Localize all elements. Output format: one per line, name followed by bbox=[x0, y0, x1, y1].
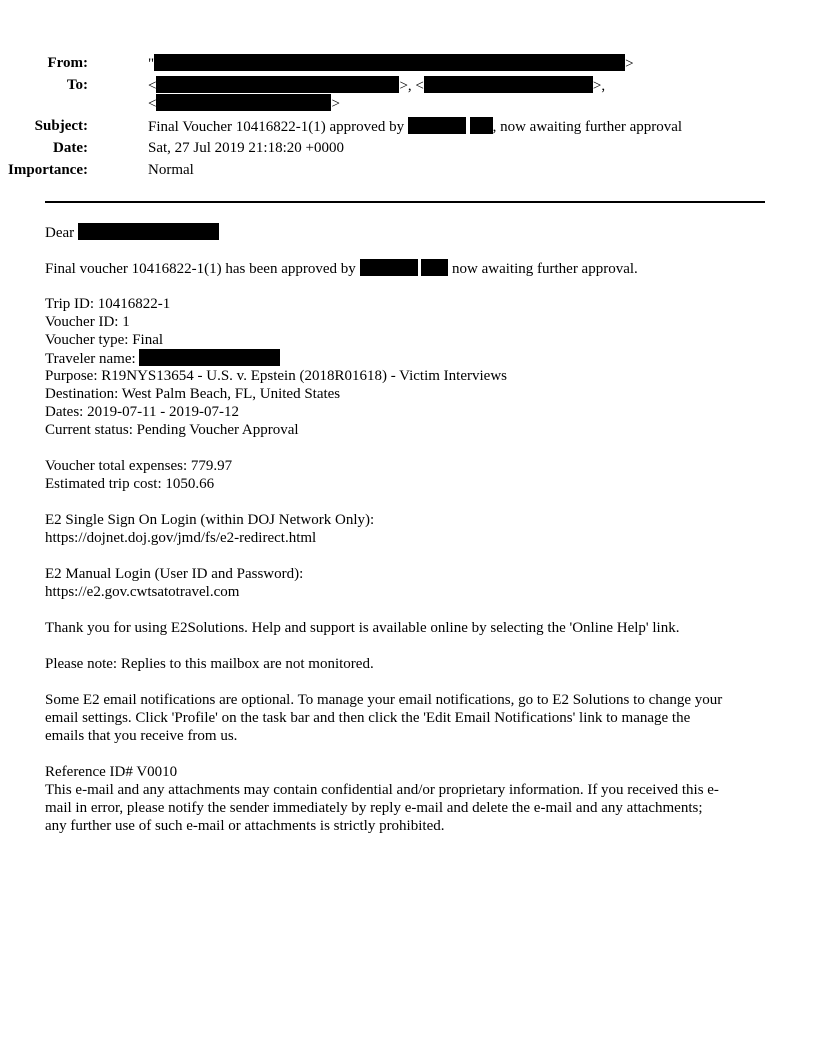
to-value-cont: < > bbox=[148, 96, 340, 112]
current-status: Current status: Pending Voucher Approval bbox=[45, 422, 299, 438]
redaction-block bbox=[156, 94, 331, 111]
destination: Destination: West Palm Beach, FL, United States bbox=[45, 386, 341, 402]
header-divider bbox=[45, 201, 765, 203]
reference-id: Reference ID# V0010 bbox=[45, 764, 178, 780]
trip-details bbox=[45, 295, 775, 439]
voucher-id: Voucher ID: 1 bbox=[45, 314, 130, 330]
approval-line: Final voucher 10416822-1(1) has been approved by now awaiting further approval. bbox=[45, 261, 638, 277]
dates: Dates: 2019-07-11 - 2019-07-12 bbox=[45, 404, 239, 420]
message-body bbox=[45, 223, 775, 853]
subject-label: Subject: bbox=[34, 118, 88, 134]
purpose: Purpose: R19NYS13654 - U.S. v. Epstein (2018R01618) - Victim Interviews bbox=[45, 368, 507, 384]
date-label: Date: bbox=[53, 140, 88, 156]
manual-url[interactable]: https://e2.gov.cwtsatotravel.com bbox=[45, 584, 240, 600]
trip-id: Trip ID: 10416822-1 bbox=[45, 296, 171, 312]
voucher-type: Voucher type: Final bbox=[45, 332, 164, 348]
sso-label: E2 Single Sign On Login (within DOJ Network Only): bbox=[45, 512, 375, 528]
importance-row bbox=[0, 161, 760, 179]
greeting: Dear bbox=[45, 223, 775, 241]
date-value: Sat, 27 Jul 2019 21:18:20 +0000 bbox=[148, 140, 344, 156]
subject-row bbox=[0, 117, 760, 135]
redaction-block bbox=[360, 259, 418, 276]
optional-notifications: Some E2 email notifications are optional. To manage your email notifications, go to E2 Solutions to change your email settings. Click 'Profile' on the task bar and then click the 'Edit Email Notifications' link to manage the emails that you receive from us. bbox=[45, 692, 723, 744]
subject-value: Final Voucher 10416822-1(1) approved by , now awaiting further approval bbox=[148, 119, 683, 135]
to-row bbox=[0, 76, 760, 94]
redaction-block bbox=[154, 54, 625, 71]
estimated-cost: Estimated trip cost: 1050.66 bbox=[45, 476, 215, 492]
redaction-block bbox=[78, 223, 219, 240]
expenses bbox=[45, 457, 775, 493]
to-label: To: bbox=[66, 77, 88, 93]
thanks-line: Thank you for using E2Solutions. Help and support is available online by selecting the 'Online Help' link. bbox=[45, 620, 680, 636]
sso-url[interactable]: https://dojnet.doj.gov/jmd/fs/e2-redirect.html bbox=[45, 530, 317, 546]
to-row-cont bbox=[0, 94, 760, 112]
importance-label: Importance: bbox=[8, 162, 88, 178]
manual-login bbox=[45, 565, 775, 601]
from-value: " > bbox=[148, 56, 634, 72]
note-line: Please note: Replies to this mailbox are not monitored. bbox=[45, 656, 374, 672]
sso-login bbox=[45, 511, 775, 547]
redaction-block bbox=[139, 349, 280, 366]
redaction-block bbox=[408, 117, 466, 134]
redaction-block bbox=[156, 76, 399, 93]
redaction-block bbox=[421, 259, 448, 276]
date-row bbox=[0, 139, 760, 157]
from-row bbox=[0, 54, 760, 72]
traveler-name: Traveler name: bbox=[45, 349, 775, 367]
from-label: From: bbox=[47, 55, 88, 71]
disclaimer: Reference ID# V0010 This e-mail and any attachments may contain confidential and/or proprietary information. If you received this e- mail in error, please notify the sender immediately by reply e-mail and delete the e-mail and any attachments; any further use of such e-mail or attachments is strictly prohibited. bbox=[45, 763, 775, 835]
manual-label: E2 Manual Login (User ID and Password): bbox=[45, 566, 304, 582]
redaction-block bbox=[470, 117, 493, 134]
redaction-block bbox=[424, 76, 593, 93]
importance-value: Normal bbox=[148, 162, 194, 178]
total-expenses: Voucher total expenses: 779.97 bbox=[45, 458, 233, 474]
to-value: < >, < >, bbox=[148, 78, 606, 94]
